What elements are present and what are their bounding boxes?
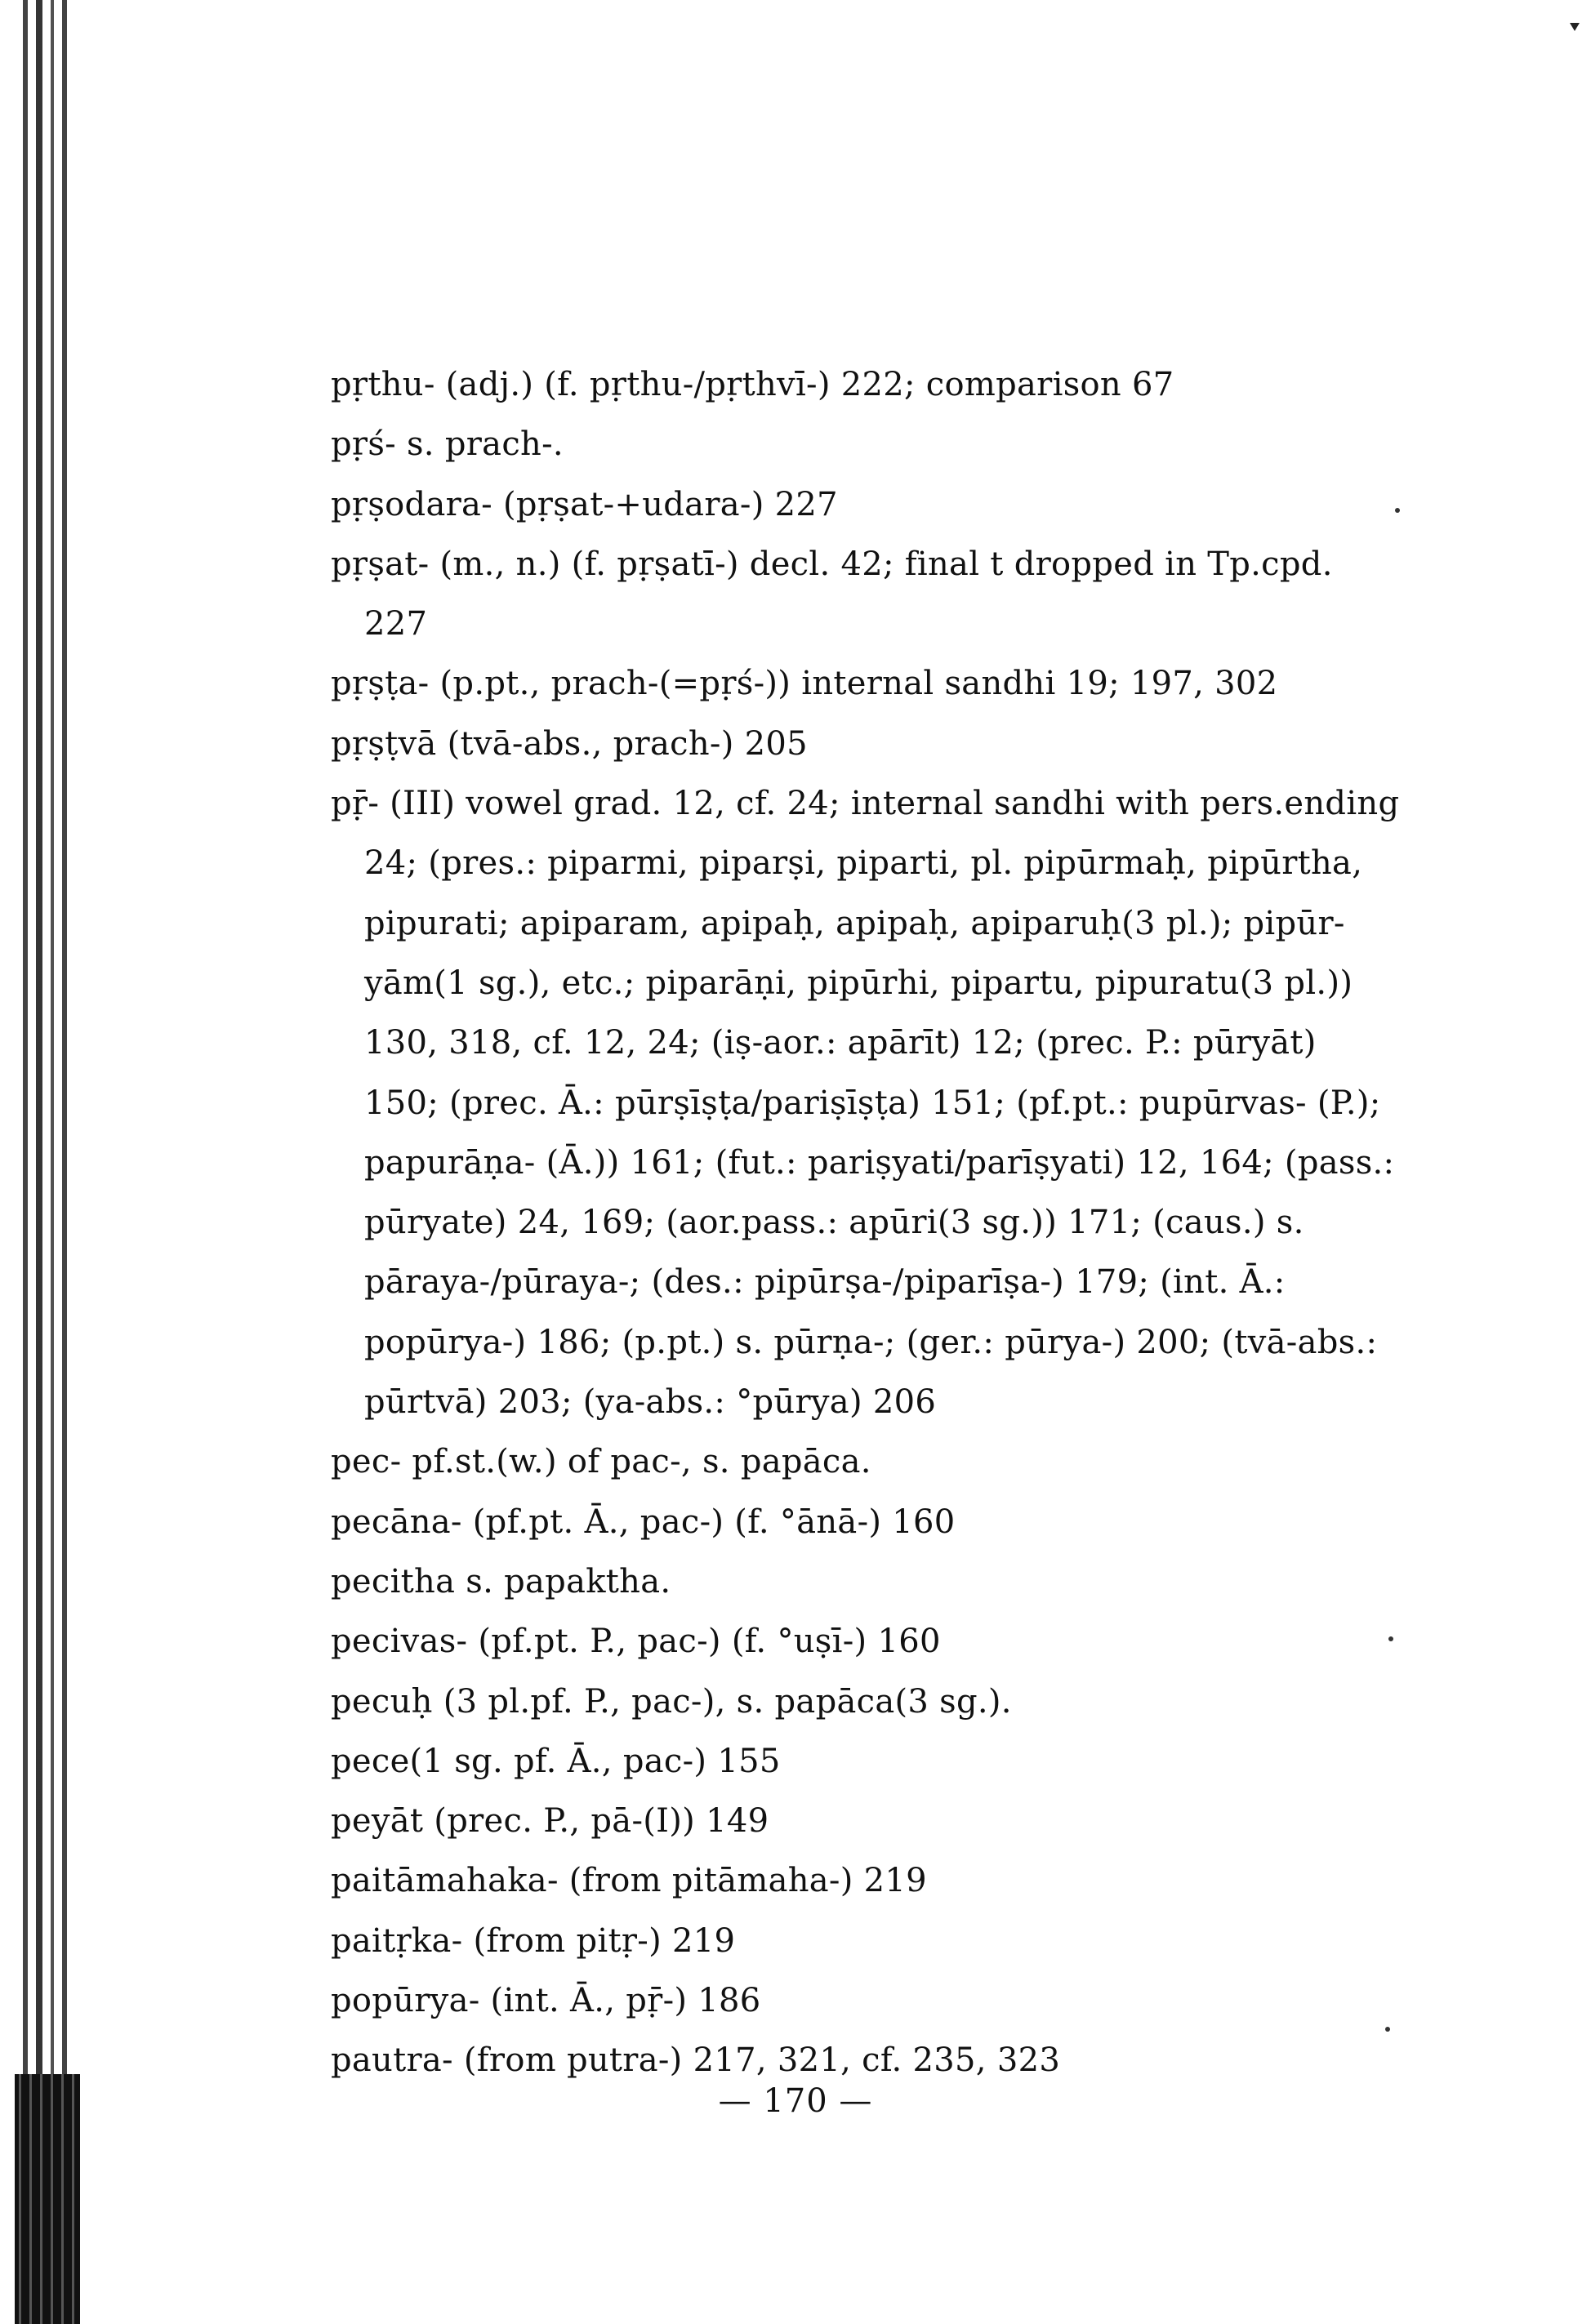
- index-entry-pautra: pautra- (from putra-) 217, 321, cf. 235, 323: [331, 2041, 1061, 2080]
- index-entry-popurya: popūrya- (int. Ā., pṝ-) 186: [331, 1982, 761, 2020]
- index-entry-pr-continued: pipurati; apiparam, apipaḥ, apipaḥ, apiparuḥ(3 pl.); pipūr-: [364, 904, 1345, 942]
- index-page-body: [331, 355, 1450, 2091]
- index-entry-pr-continued: 130, 318, cf. 12, 24; (iṣ-aor.: apārīt) 12; (prec. P.: pūryāt): [364, 1024, 1317, 1062]
- index-entry-prsat-continued: 227: [364, 605, 428, 643]
- index-entry-pr-continued: popūrya-) 186; (p.pt.) s. pūrṇa-; (ger.: pūrya-) 200; (tvā-abs.:: [364, 1323, 1378, 1361]
- index-entry-pece: pece(1 sg. pf. Ā., pac-) 155: [331, 1742, 781, 1780]
- index-entry-prsat: pṛṣat- (m., n.) (f. pṛṣatī-) decl. 42; final t dropped in Tp.cpd.: [331, 545, 1333, 583]
- corner-mark: [1570, 23, 1580, 31]
- index-entry-prthu: pṛthu- (adj.) (f. pṛthu-/pṛthvī-) 222; comparison 67: [331, 366, 1174, 403]
- index-entry-pecivas: pecivas- (pf.pt. P., pac-) (f. °uṣī-) 160: [331, 1623, 941, 1661]
- index-entry-prs: pṛś- s. prach-.: [331, 425, 564, 464]
- index-entry-paitrka: paitṛka- (from pitṛ-) 219: [331, 1921, 736, 1960]
- book-binding-edge: [0, 0, 90, 2324]
- index-entry-pec: pec- pf.st.(w.) of pac-, s. papāca.: [331, 1443, 871, 1481]
- page-number: — 170 —: [718, 2082, 873, 2120]
- index-entry-pecuh: pecuḥ (3 pl.pf. P., pac-), s. papāca(3 sg.).: [331, 1682, 1012, 1721]
- index-entry-pr-continued: pāraya-/pūraya-; (des.: pipūrṣa-/piparīṣa-) 179; (int. Ā.:: [364, 1263, 1286, 1302]
- index-entry-pr-continued: 150; (prec. Ā.: pūrṣīṣṭa/pariṣīṣṭa) 151; (pf.pt.: pupūrvas- (P.);: [364, 1084, 1381, 1122]
- index-entry-prsodara: pṛṣodara- (pṛṣat-+udara-) 227: [331, 485, 838, 523]
- index-entry-prsta: pṛṣṭa- (p.pt., prach-(=pṛś-)) internal sandhi 19; 197, 302: [331, 665, 1278, 703]
- index-entry-prstva: pṛṣṭvā (tvā-abs., prach-) 205: [331, 724, 808, 763]
- index-entry-peyat: peyāt (prec. P., pā-(I)) 149: [331, 1802, 769, 1841]
- index-entry-pr: pṝ- (III) vowel grad. 12, cf. 24; internal sandhi with pers.ending: [331, 785, 1400, 823]
- index-entry-pr-continued: pūrtvā) 203; (ya-abs.: °pūrya) 206: [364, 1383, 937, 1422]
- index-entry-pr-continued: yām(1 sg.), etc.; piparāṇi, pipūrhi, pipartu, pipuratu(3 pl.)): [364, 964, 1353, 1002]
- index-entry-paitamahaka: paitāmahaka- (from pitāmaha-) 219: [331, 1862, 927, 1900]
- index-entry-pecana: pecāna- (pf.pt. Ā., pac-) (f. °ānā-) 160: [331, 1503, 956, 1541]
- index-entry-pr-continued: papurāṇa- (Ā.)) 161; (fut.: pariṣyati/parīṣyati) 12, 164; (pass.:: [364, 1143, 1395, 1182]
- index-entry-pr-continued: pūryate) 24, 169; (aor.pass.: apūri(3 sg.)) 171; (caus.) s.: [364, 1204, 1304, 1242]
- index-entry-pecitha: pecitha s. papaktha.: [331, 1562, 671, 1601]
- index-entry-pr-continued: 24; (pres.: piparmi, piparṣi, piparti, pl. pipūrmaḥ, pipūrtha,: [364, 844, 1363, 883]
